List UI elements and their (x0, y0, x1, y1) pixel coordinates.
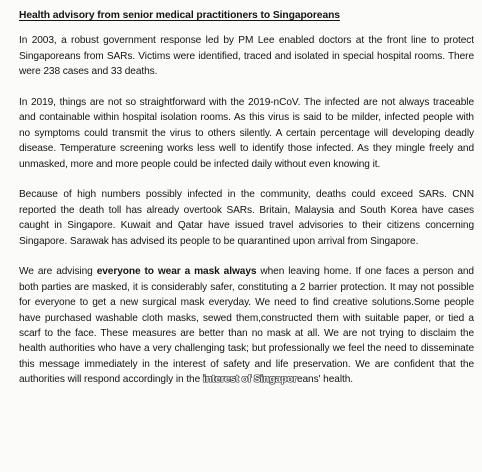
advisory-document (19, 8, 474, 403)
paragraph-2003-sars: In 2003, a robust government response led by PM Lee enabled doctors at the front line to protect Singaporeans from SARs. Victims were identified, traced and isolated in special hospital rooms. There were 238 cases and 33 deaths. (19, 35, 474, 78)
paragraph-mask-advice (19, 264, 474, 387)
watermark-overlay-text: interest of Singapor (202, 374, 297, 386)
paragraph-2019-ncov: In 2019, things are not so straightforward with the 2019-nCoV. The infected are not always traceable and containable within hospital isolation rooms. As this virus is said to be milder, infected people with no symptoms could transmit the virus to others silently. A certain percentage will developing deadly disease. Temperature screening works less well to identify those infected. As they mingle freely and unmasked, more and more people could be infected daily without even knowing it. (19, 97, 474, 170)
mask-advice-emphasis: everyone to wear a mask always (96, 266, 257, 278)
mask-advice-lead: We are advising (19, 266, 97, 278)
mask-advice-body: when leaving home. If one faces a person and both parties are masked, it is considerably safer, constituting a 2 barrier protection. It may not possible for everyone to get a new surgical mask everyday. We need to find creative solutions.Some people have purchased washable cloth masks, sewed them,constructed them with suitable paper, or tied a scarf to the face. These measures are better than no mask at all. We are not trying to disclaim the health authorities who have a very challenging task; but professionally we feel the need to disseminate this message immediately in the interest of safety and life preservation. We are confident that the authorities will respond accordingly in the (19, 266, 474, 386)
document-title: Health advisory from senior medical practitioners to Singaporeans (19, 10, 340, 21)
paragraph-death-toll: Because of high numbers possibly infected in the community, deaths could exceed SARs. CNN reported the death toll has already overtook SARs. Britain, Malaysia and South Korea have cases caught in Singapore. Kuwait and Qatar have issued travel advisories to their citizens concerning Singapore. Sarawak has advised its people to be quarantined upon arrival from Singapore. (19, 189, 474, 247)
mask-advice-tail: eans' health. (296, 374, 354, 386)
